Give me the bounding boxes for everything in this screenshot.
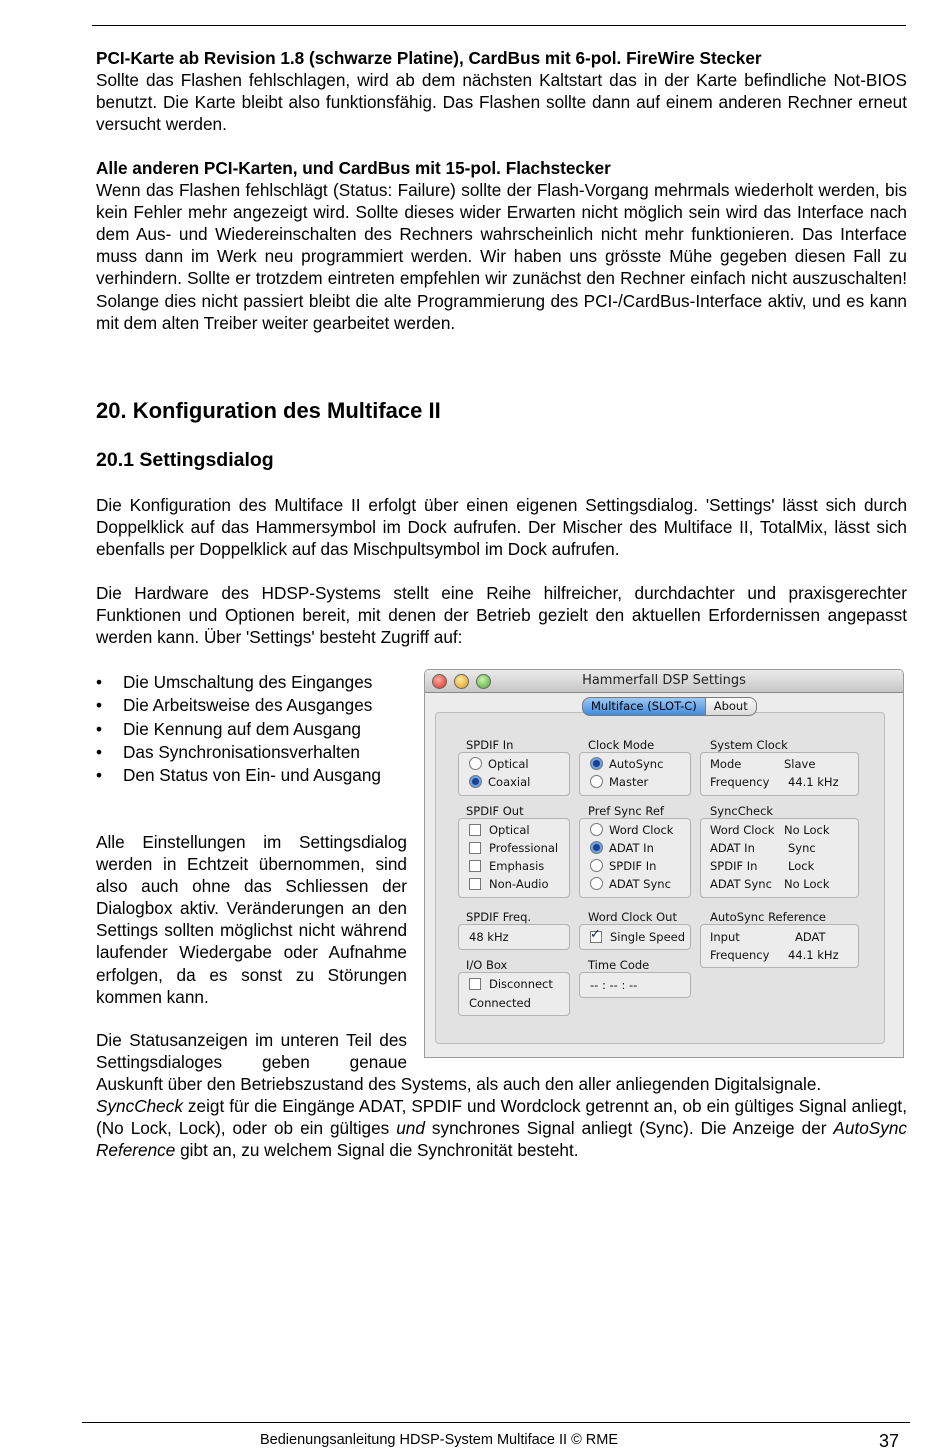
text-run: Auskunft über den Betriebszustand des Systems, als auch den aller anliegenden Digitalsignale.	[96, 1074, 822, 1094]
list-item: • Die Kennung auf dem Ausgang	[96, 718, 408, 741]
word-clock-out-single-speed[interactable]	[590, 930, 685, 944]
autosync-reference-group	[700, 924, 859, 968]
synccheck-name: Word Clock	[710, 823, 775, 837]
chapter-title: 20. Konfiguration des Multiface II	[96, 398, 441, 423]
synccheck-group	[700, 818, 859, 898]
system-clock-mode-label: Mode	[710, 757, 742, 771]
page-number: 37	[879, 1431, 900, 1451]
pref-sync-adat-in[interactable]	[590, 841, 654, 855]
text-run: synchrones Signal anliegt (Sync). Die Anzeige der	[424, 1118, 834, 1139]
settings-panel	[435, 712, 885, 1044]
option-label: Emphasis	[489, 859, 545, 873]
system-clock-group	[700, 752, 859, 796]
radio-button[interactable]	[590, 859, 603, 872]
radio-button-selected[interactable]	[590, 841, 603, 854]
spdif-in-optical[interactable]	[469, 757, 529, 771]
emphasis-und: und	[396, 1118, 425, 1139]
spdif-out-professional[interactable]	[469, 841, 558, 855]
synccheck-value: No Lock	[784, 823, 830, 837]
checkbox[interactable]	[469, 860, 481, 872]
autosync-input-label: Input	[710, 930, 740, 944]
synccheck-value: No Lock	[784, 877, 830, 891]
text-run: zeigt für die Eingänge ADAT, SPDIF und Wordclock getrennt an, ob ein gültiges Signal anliegt, (No Lock, Lock), oder ob ein gültiges	[96, 1096, 907, 1139]
window-title: Hammerfall DSP Settings	[582, 673, 746, 688]
status-paragraph-end	[96, 1073, 907, 1161]
list-item: • Die Arbeitsweise des Ausganges	[96, 694, 408, 717]
checkbox[interactable]	[469, 842, 481, 854]
spdif-freq-group	[458, 924, 570, 950]
spdif-in-coaxial[interactable]	[469, 775, 530, 789]
option-label: Single Speed	[610, 930, 686, 944]
synccheck-name: ADAT Sync	[710, 877, 772, 891]
spdif-out-label: SPDIF Out	[466, 804, 524, 818]
option-label: Word Clock	[609, 823, 674, 837]
io-box-group	[458, 972, 570, 1016]
option-label: ADAT In	[609, 841, 654, 855]
synccheck-name: SPDIF In	[710, 859, 758, 873]
clock-mode-group	[579, 752, 691, 796]
radio-button[interactable]	[590, 775, 603, 788]
checkbox[interactable]	[469, 824, 481, 836]
checkbox[interactable]	[469, 878, 481, 890]
radio-button-selected[interactable]	[590, 757, 603, 770]
pref-sync-label: Pref Sync Ref	[588, 804, 664, 818]
time-code-label: Time Code	[588, 958, 650, 972]
system-clock-frequency-value: 44.1 kHz	[788, 775, 839, 789]
word-clock-out-label: Word Clock Out	[588, 910, 677, 924]
io-box-status: Connected	[469, 996, 531, 1010]
clock-mode-master[interactable]	[590, 775, 648, 789]
spdif-out-optical[interactable]	[469, 823, 530, 837]
section-body: Sollte das Flashen fehlschlagen, wird ab dem nächsten Kaltstart das in der Karte befindliche Not-BIOS benutzt. Die Karte bleibt also funktionsfähig. Das Flashen sollte dann auf einem anderen Rechner erneut versucht werden.	[96, 70, 907, 135]
system-clock-mode-value: Slave	[784, 757, 816, 771]
title-bar[interactable]	[425, 670, 903, 693]
list-item: • Den Status von Ein- und Ausgang	[96, 764, 408, 787]
option-label: Disconnect	[489, 977, 553, 991]
word-clock-out-group	[579, 924, 691, 950]
subchapter-title: 20.1 Settingsdialog	[96, 449, 274, 471]
synccheck-name: ADAT In	[710, 841, 755, 855]
radio-button[interactable]	[469, 757, 482, 770]
tab-bar	[582, 697, 757, 716]
section-heading: Alle anderen PCI-Karten, und CardBus mit 15-pol. Flachstecker	[96, 158, 611, 178]
footer-text: Bedienungsanleitung HDSP-System Multiface II © RME	[260, 1432, 619, 1448]
pref-sync-word-clock[interactable]	[590, 823, 673, 837]
synccheck-label: SyncCheck	[710, 804, 774, 818]
option-label: Master	[609, 775, 649, 789]
feature-list	[96, 671, 408, 787]
synccheck-value: Lock	[788, 859, 815, 873]
section-flash-other	[96, 157, 907, 334]
clock-mode-autosync[interactable]	[590, 757, 663, 771]
realtime-paragraph	[96, 831, 407, 1008]
option-label: SPDIF In	[609, 859, 657, 873]
clock-mode-label: Clock Mode	[588, 738, 655, 752]
synccheck-value: Sync	[788, 841, 816, 855]
autosync-input-value: ADAT	[795, 930, 826, 944]
system-clock-frequency-label: Frequency	[710, 775, 770, 789]
settings-dialog-window	[424, 669, 904, 1058]
top-rule	[92, 25, 906, 26]
radio-button[interactable]	[590, 823, 603, 836]
emphasis-autosync: AutoSync Reference	[96, 1118, 907, 1161]
spdif-out-non-audio[interactable]	[469, 877, 549, 891]
paragraph-text: Alle Einstellungen im Settingsdialog werden in Echtzeit übernommen, sind also auch ohne das Schliessen der Dialogbox aktiv. Veränderungen an den Settings sollten möglichst nicht während laufender Wiedergabe oder Aufnahme erfolgen, da es sonst zu Störungen kommen kann.	[96, 832, 407, 1007]
time-code-value: -- : -- : --	[590, 978, 638, 992]
time-code-group	[579, 972, 691, 998]
spdif-out-emphasis[interactable]	[469, 859, 544, 873]
checkbox-checked[interactable]	[590, 931, 602, 943]
option-label: Optical	[488, 757, 529, 771]
radio-button[interactable]	[590, 877, 603, 890]
pref-sync-spdif-in[interactable]	[590, 859, 656, 873]
option-label: Non-Audio	[489, 877, 549, 891]
pref-sync-group	[579, 818, 691, 898]
tab-about[interactable]: About	[706, 697, 757, 716]
autosync-reference-label: AutoSync Reference	[710, 910, 826, 924]
spdif-freq-label: SPDIF Freq.	[466, 910, 532, 924]
text-run: gibt an, zu welchem Signal die Synchronität besteht.	[175, 1140, 579, 1161]
section-flash-pci-new	[96, 47, 907, 135]
spdif-in-group	[458, 752, 570, 796]
system-clock-label: System Clock	[710, 738, 788, 752]
bottom-rule	[82, 1422, 910, 1423]
spdif-out-group	[458, 818, 570, 898]
io-box-disconnect[interactable]	[469, 977, 553, 991]
intro-paragraph-2	[96, 582, 907, 648]
paragraph-text: Die Konfiguration des Multiface II erfolgt über einen eigenen Settingsdialog. 'Settings' lässt sich durch Doppelklick auf das Hammersymbol im Dock aufrufen. Der Mischer des Multiface II, TotalMix, lässt sich ebenfalls per Doppelklick auf das Mischpultsymbol im Dock aufrufen.	[96, 495, 907, 560]
spdif-in-label: SPDIF In	[466, 738, 514, 752]
paragraph-text	[96, 1073, 907, 1161]
pref-sync-adat-sync[interactable]	[590, 877, 671, 891]
option-label: Professional	[489, 841, 559, 855]
option-label: AutoSync	[609, 757, 664, 771]
list-item: • Das Synchronisationsverhalten	[96, 741, 408, 764]
section-heading: PCI-Karte ab Revision 1.8 (schwarze Platine), CardBus mit 6-pol. FireWire Stecker	[96, 48, 762, 68]
paragraph-text: Die Statusanzeigen im unteren Teil des Settingsdialoges geben genaue	[96, 1030, 407, 1073]
option-label: Optical	[489, 823, 530, 837]
autosync-frequency-value: 44.1 kHz	[788, 948, 839, 962]
autosync-frequency-label: Frequency	[710, 948, 770, 962]
io-box-label: I/O Box	[466, 958, 508, 972]
list-item: • Die Umschaltung des Einganges	[96, 671, 408, 694]
checkbox[interactable]	[469, 978, 481, 990]
tab-multiface[interactable]: Multiface (SLOT-C)	[582, 697, 706, 716]
radio-button-selected[interactable]	[469, 775, 482, 788]
spdif-freq-value: 48 kHz	[469, 930, 509, 944]
paragraph-text: Die Hardware des HDSP-Systems stellt eine Reihe hilfreicher, durchdachter und praxisgerechter Funktionen und Optionen bereit, mit denen der Betrieb gezielt den aktuellen Erfordernissen angepasst werden kann. Über 'Settings' besteht Zugriff auf:	[96, 583, 907, 648]
option-label: Coaxial	[488, 775, 531, 789]
intro-paragraph-1	[96, 494, 907, 560]
emphasis-synccheck: SyncCheck	[96, 1096, 183, 1117]
status-paragraph-start	[96, 1029, 407, 1073]
section-body: Wenn das Flashen fehlschlägt (Status: Failure) sollte der Flash-Vorgang mehrmals wiederholt werden, bis kein Fehler mehr angezeigt wird. Sollte dieses wider Erwarten nicht möglich sein wird das Interface nach dem Aus- und Wiedereinschalten des Rechners wahrscheinlich nicht mehr funktionieren. Das Interface muss dann im Werk neu programmiert werden. Wir haben uns grösste Mühe gegeben diesen Fall zu verhindern. Sollte er trotzdem eintreten empfehlen wir zunächst den Rechner einfach nicht auszuschalten! Solange dies nicht passiert bleibt die alte Programmierung des PCI-/CardBus-Interface aktiv, und es kann mit dem alten Treiber weiter gearbeitet werden.	[96, 180, 907, 333]
option-label: ADAT Sync	[609, 877, 671, 891]
